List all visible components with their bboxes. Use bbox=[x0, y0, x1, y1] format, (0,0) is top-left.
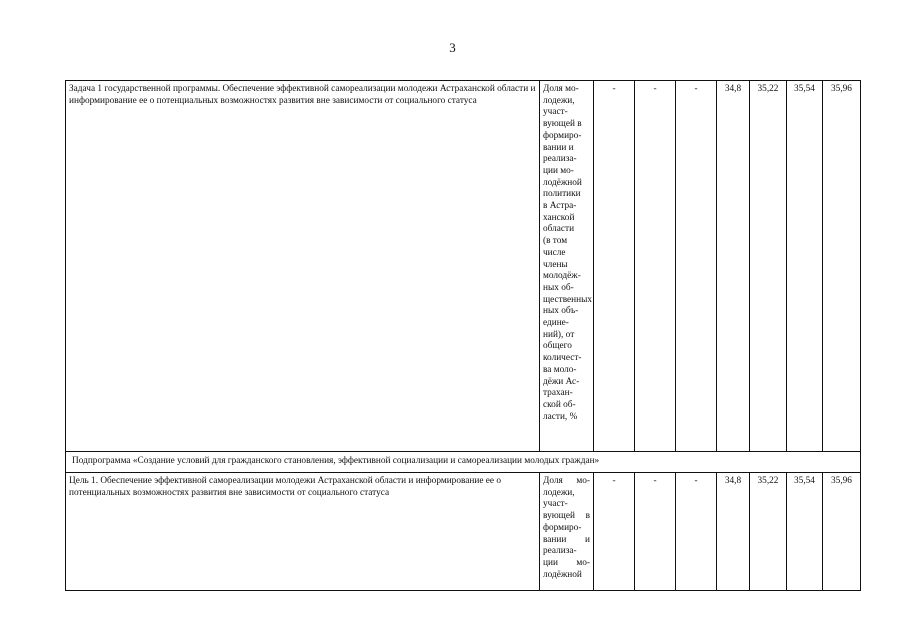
indicator-line: политики bbox=[543, 189, 581, 200]
indicator-line: вующей в bbox=[543, 119, 582, 130]
indicator-line: ской об- bbox=[543, 399, 576, 410]
indicator-line: члены bbox=[543, 259, 568, 270]
indicator-line: области bbox=[543, 224, 575, 235]
indicator-line: ласти, % bbox=[543, 411, 578, 422]
table-row bbox=[66, 473, 861, 591]
indicator-line: дёжи Ас- bbox=[543, 376, 580, 387]
indicator-line: общего bbox=[543, 341, 572, 352]
indicator-line: молодёж- bbox=[543, 271, 581, 282]
value-cell: 35,54 bbox=[787, 473, 823, 591]
indicator-line: трахан- bbox=[543, 388, 573, 399]
value-cell: - bbox=[676, 81, 717, 452]
indicator-line: реализа- bbox=[543, 154, 577, 165]
indicator-line: вующей в bbox=[543, 511, 590, 522]
indicator-line: лодежи, bbox=[543, 95, 575, 106]
value-cell: 35,96 bbox=[823, 81, 861, 452]
indicator-line: числе bbox=[543, 247, 566, 258]
indicator-line: вании и bbox=[543, 534, 590, 545]
indicator-cell bbox=[540, 81, 594, 452]
indicator-line: ных об- bbox=[543, 282, 574, 293]
indicator-line: ва моло- bbox=[543, 364, 577, 375]
indicator-line: ции мо- bbox=[543, 557, 590, 568]
value-cell: - bbox=[594, 81, 635, 452]
value-cell: - bbox=[635, 81, 676, 452]
indicator-line: ции мо- bbox=[543, 165, 574, 176]
value-cell: - bbox=[676, 473, 717, 591]
indicator-line: формиро- bbox=[543, 130, 582, 141]
value-cell: 35,22 bbox=[750, 473, 787, 591]
indicator-line: реализа- bbox=[543, 546, 577, 557]
indicator-line: вании и bbox=[543, 142, 574, 153]
table-row bbox=[66, 81, 861, 452]
value-cell: - bbox=[594, 473, 635, 591]
value-cell: - bbox=[635, 473, 676, 591]
indicator-line: ний), от bbox=[543, 329, 575, 340]
indicator-line: участ- bbox=[543, 107, 568, 118]
value-cell: 35,96 bbox=[823, 473, 861, 591]
indicators-table bbox=[65, 80, 861, 591]
indicator-line: щественных bbox=[543, 294, 593, 305]
indicator-line: ханской bbox=[543, 212, 575, 223]
indicator-line: в Астра- bbox=[543, 201, 577, 212]
indicator-line: лодёжной bbox=[543, 569, 582, 580]
value-cell: 34,8 bbox=[717, 81, 750, 452]
indicator-line: (в том bbox=[543, 236, 568, 247]
indicator-line: едине- bbox=[543, 318, 569, 329]
indicator-line: количест- bbox=[543, 353, 582, 364]
value-cell: 35,54 bbox=[787, 81, 823, 452]
indicator-cell bbox=[540, 473, 594, 591]
indicator-line: Доля мо- bbox=[543, 476, 590, 486]
task-cell: Задача 1 государственной программы. Обеспечение эффективной самореализации молодежи Астраханской области и информирование ее о потенциальных возможностях развития вне зависимости от социального статуса bbox=[66, 81, 540, 452]
value-cell: 35,22 bbox=[750, 81, 787, 452]
indicator-line: ных объ- bbox=[543, 306, 579, 317]
page-number: 3 bbox=[449, 40, 456, 55]
indicator-line: лодежи, bbox=[543, 487, 575, 498]
goal-cell: Цель 1. Обеспечение эффективной самореализации молодежи Астраханской области и информирование ее о потенциальных возможностях развития вне зависимости от социального статуса bbox=[66, 473, 540, 591]
indicator-line: участ- bbox=[543, 499, 568, 510]
indicator-line: Доля мо- bbox=[543, 84, 579, 94]
subprogram-row bbox=[66, 452, 861, 473]
indicator-line: формиро- bbox=[543, 522, 582, 533]
subprogram-title: Подпрограмма «Создание условий для гражданского становления, эффективной социализации и самореализации молодых граждан» bbox=[66, 452, 861, 473]
indicator-line: лодёжной bbox=[543, 177, 582, 188]
value-cell: 34,8 bbox=[717, 473, 750, 591]
